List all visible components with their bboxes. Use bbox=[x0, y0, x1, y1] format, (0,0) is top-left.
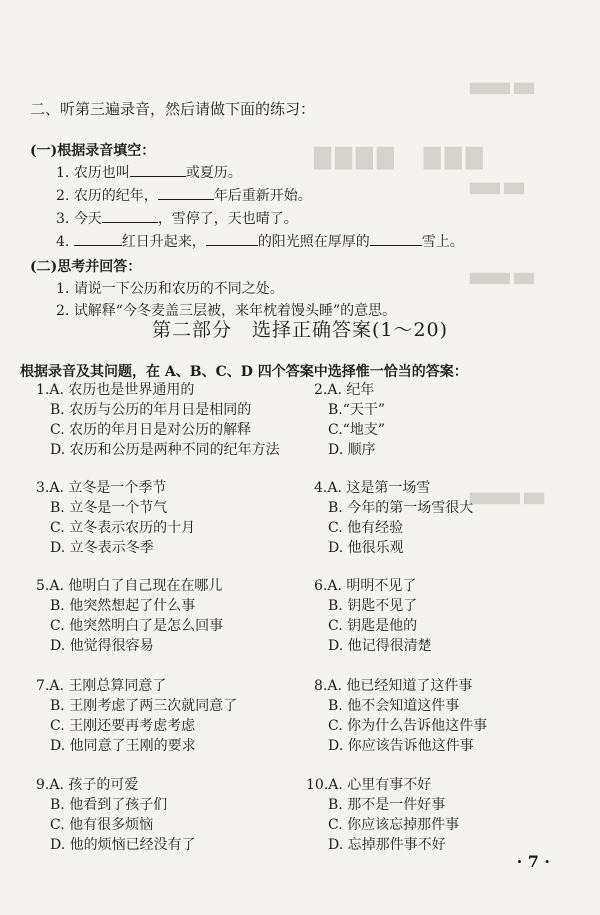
bleed-through-text: ▆▆ ▆▆▆ bbox=[470, 180, 525, 195]
option-a[interactable]: 10.A. 心里有事不好 bbox=[306, 777, 432, 793]
question-number: 10. bbox=[306, 777, 329, 793]
option-a[interactable]: 4.A. 这是第一场雪 bbox=[314, 480, 431, 496]
item-text: 请说一下公历和农历的不同之处。 bbox=[73, 281, 284, 297]
option-d[interactable]: D. 忘掉那件事不好 bbox=[328, 837, 446, 853]
fill-item-3 bbox=[56, 208, 298, 228]
option-a[interactable]: 9.A. 孩子的可爱 bbox=[36, 777, 139, 793]
question-number: 8. bbox=[314, 678, 328, 694]
option-b[interactable]: B. 他突然想起了什么事 bbox=[50, 598, 196, 614]
item-text: 或夏历。 bbox=[185, 165, 242, 181]
option-c[interactable]: C. 立冬表示农历的十月 bbox=[50, 520, 196, 536]
answer-blank[interactable] bbox=[370, 231, 422, 246]
bleed-through-text: ▆▆ ▆▆▆▆▆ bbox=[470, 490, 545, 505]
page-number: · 7 · bbox=[516, 852, 550, 871]
question-number: 4. bbox=[314, 480, 328, 496]
option-b[interactable]: B. 他不会知道这件事 bbox=[328, 698, 460, 714]
option-c[interactable]: C. 你应该忘掉那件事 bbox=[328, 817, 460, 833]
option-d[interactable]: D. 他的烦恼已经没有了 bbox=[50, 837, 196, 853]
listening-heading: 二、听第三遍录音，然后请做下面的练习： bbox=[30, 100, 316, 118]
question-number: 1. bbox=[36, 382, 50, 398]
question-4 bbox=[314, 478, 473, 558]
option-c[interactable]: C. 钥匙是他的 bbox=[328, 618, 418, 634]
option-c[interactable]: C. 农历的年月日是对公历的解释 bbox=[50, 422, 252, 438]
option-b[interactable]: B. 钥匙不见了 bbox=[328, 598, 418, 614]
fill-item-1 bbox=[56, 162, 242, 182]
question-8 bbox=[314, 676, 487, 756]
item-number: 3. bbox=[56, 211, 70, 227]
option-a[interactable]: 5.A. 他明白了自己现在在哪儿 bbox=[36, 578, 223, 594]
option-b[interactable]: B. 他看到了孩子们 bbox=[50, 797, 168, 813]
option-d[interactable]: D. 他很乐观 bbox=[328, 540, 404, 556]
item-text: 农历也叫 bbox=[73, 165, 130, 181]
instruction: 根据录音及其问题，在 A、B、C、D 四个答案中选择惟一恰当的答案： bbox=[20, 364, 468, 380]
question-3 bbox=[36, 478, 195, 558]
question-7 bbox=[36, 676, 237, 756]
option-a[interactable]: 1.A. 农历也是世界通用的 bbox=[36, 382, 195, 398]
question-1 bbox=[36, 380, 280, 460]
answer-blank[interactable] bbox=[130, 162, 186, 177]
question-5 bbox=[36, 576, 223, 656]
item-text: 年后重新开始。 bbox=[213, 188, 312, 204]
question-number: 2. bbox=[314, 382, 328, 398]
question-number: 3. bbox=[36, 480, 50, 496]
option-c[interactable]: C. 王刚还要再考虑考虑 bbox=[50, 718, 196, 734]
option-d[interactable]: D. 他觉得很容易 bbox=[50, 638, 154, 654]
bleed-through-text: ▆▆ ▆▆▆▆ bbox=[470, 270, 535, 285]
question-number: 9. bbox=[36, 777, 50, 793]
question-9 bbox=[36, 775, 196, 855]
option-c[interactable]: C. 他有经验 bbox=[328, 520, 404, 536]
item-text: 雪上。 bbox=[421, 234, 464, 250]
option-c[interactable]: C. 他有很多烦恼 bbox=[50, 817, 154, 833]
option-d[interactable]: D. 顺序 bbox=[328, 442, 376, 458]
think-heading: (二)思考并回答： bbox=[30, 259, 142, 275]
option-c[interactable]: C.“地支” bbox=[328, 422, 385, 438]
item-text: 红日升起来， bbox=[121, 234, 206, 250]
option-b[interactable]: B. 那不是一件好事 bbox=[328, 797, 446, 813]
option-a[interactable]: 2.A. 纪年 bbox=[314, 382, 375, 398]
option-b[interactable]: B. 立冬是一个节气 bbox=[50, 500, 168, 516]
question-10 bbox=[306, 775, 459, 855]
option-a[interactable]: 7.A. 王刚总算同意了 bbox=[36, 678, 167, 694]
question-number: 6. bbox=[314, 578, 328, 594]
option-b[interactable]: B. 农历与公历的年月日是相同的 bbox=[50, 402, 252, 418]
question-number: 7. bbox=[36, 678, 50, 694]
item-text: 的阳光照在厚厚的 bbox=[257, 234, 370, 250]
item-text: 农历的纪年， bbox=[73, 188, 158, 204]
think-item-1 bbox=[56, 278, 284, 298]
answer-blank[interactable] bbox=[74, 231, 122, 246]
item-text: 试解释“今冬麦盖三层被，来年枕着馒头睡”的意思。 bbox=[73, 303, 397, 319]
option-d[interactable]: D. 他记得很清楚 bbox=[328, 638, 432, 654]
option-d[interactable]: D. 你应该告诉他这件事 bbox=[328, 738, 474, 754]
question-6 bbox=[314, 576, 432, 656]
option-d[interactable]: D. 立冬表示冬季 bbox=[50, 540, 154, 556]
answer-blank[interactable] bbox=[158, 185, 214, 200]
option-a[interactable]: 3.A. 立冬是一个季节 bbox=[36, 480, 167, 496]
item-text: ，雪停了，天也晴了。 bbox=[157, 211, 298, 227]
item-number: 4. bbox=[56, 234, 70, 250]
item-number: 1. bbox=[56, 281, 70, 297]
option-b[interactable]: B.“天干” bbox=[328, 402, 386, 418]
option-d[interactable]: D. 他同意了王刚的要求 bbox=[50, 738, 196, 754]
option-a[interactable]: 6.A. 明明不见了 bbox=[314, 578, 417, 594]
option-c[interactable]: C. 你为什么告诉他这件事 bbox=[328, 718, 488, 734]
bleed-through-text: ▆▆ ▆▆▆▆ bbox=[470, 80, 535, 95]
question-number: 5. bbox=[36, 578, 50, 594]
item-number: 1. bbox=[56, 165, 70, 181]
option-a[interactable]: 8.A. 他已经知道了这件事 bbox=[314, 678, 473, 694]
item-number: 2. bbox=[56, 188, 70, 204]
answer-blank[interactable] bbox=[102, 208, 158, 223]
fill-item-4 bbox=[56, 231, 464, 251]
fill-heading: (一)根据录音填空： bbox=[30, 143, 156, 159]
bleed-through-heading: ▇▇▇ ▇▇▇▇ bbox=[310, 145, 483, 170]
item-text: 今天 bbox=[73, 211, 102, 227]
option-b[interactable]: B. 王刚考虑了两三次就同意了 bbox=[50, 698, 238, 714]
option-c[interactable]: C. 他突然明白了是怎么回事 bbox=[50, 618, 224, 634]
option-b[interactable]: B. 今年的第一场雪很大 bbox=[328, 500, 474, 516]
question-2 bbox=[314, 380, 385, 460]
fill-item-2 bbox=[56, 185, 312, 205]
part-title: 第二部分 选择正确答案(1～20) bbox=[151, 319, 449, 341]
answer-blank[interactable] bbox=[206, 231, 258, 246]
item-number: 2. bbox=[56, 303, 70, 319]
option-d[interactable]: D. 农历和公历是两种不同的纪年方法 bbox=[50, 442, 280, 458]
